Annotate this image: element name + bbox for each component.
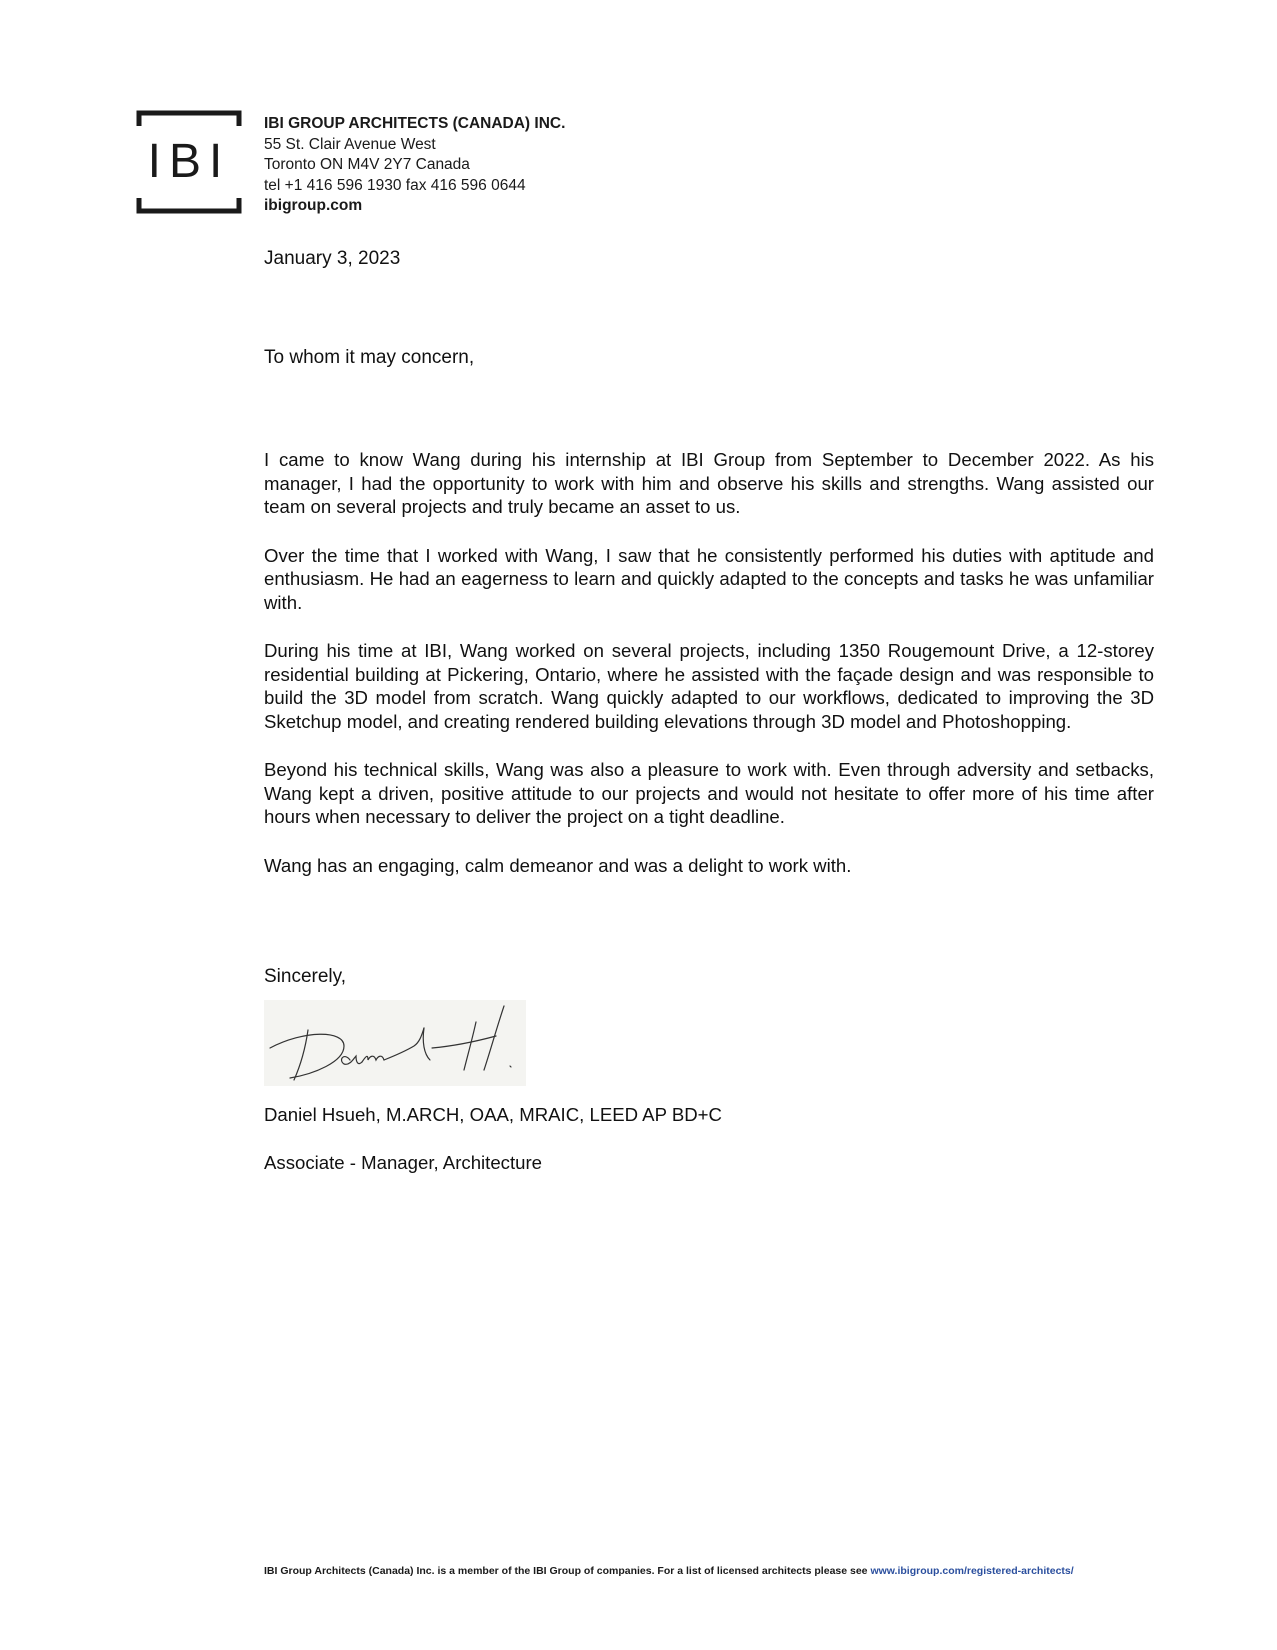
signer-name: Daniel Hsueh, M.ARCH, OAA, MRAIC, LEED AP BD+C bbox=[264, 1104, 722, 1125]
signature-icon bbox=[264, 1000, 526, 1086]
paragraph-2: Over the time that I worked with Wang, I saw that he consistently performed his duties with aptitude and enthusiasm. He had an eagerness to learn and quickly adapted to the concepts and tasks he was unfamiliar with. bbox=[264, 544, 1154, 613]
paragraph-3: During his time at IBI, Wang worked on several projects, including 1350 Rougemount Drive, a 12-storey residential building at Pickering, Ontario, where he assisted with the façade design and was responsible to build the 3D model from scratch. Wang quickly adapted to our workflows, dedicated to improving the 3D Sketchup model, and creating rendered building elevations through 3D model and Photoshopping. bbox=[264, 640, 1154, 732]
footer-link[interactable]: www.ibigroup.com/registered-architects/ bbox=[870, 1565, 1074, 1577]
letterhead bbox=[264, 114, 565, 217]
logo-text: IBI bbox=[147, 135, 231, 188]
letter-body bbox=[264, 448, 1154, 902]
phone-fax: tel +1 416 596 1930 fax 416 596 0644 bbox=[264, 176, 526, 194]
ibi-logo bbox=[136, 110, 242, 214]
salutation: To whom it may concern, bbox=[264, 347, 475, 368]
closing: Sincerely, bbox=[264, 966, 347, 987]
footer bbox=[264, 1565, 1074, 1577]
paragraph-1: I came to know Wang during his internship at IBI Group from September to December 2022. As his manager, I had the opportunity to work with him and observe his skills and strengths. Wang assisted our team on several projects and truly became an asset to us. bbox=[264, 449, 1154, 517]
paragraph-4: Beyond his technical skills, Wang was also a pleasure to work with. Even through adversity and setbacks, Wang kept a driven, positive attitude to our projects and would not hesitate to offer more of his time after hours when necessary to deliver the project on a tight deadline. bbox=[264, 759, 1154, 827]
signer-title: Associate - Manager, Architecture bbox=[264, 1152, 543, 1173]
company-name: IBI GROUP ARCHITECTS (CANADA) INC. bbox=[264, 115, 566, 132]
footer-text: IBI Group Architects (Canada) Inc. is a member of the IBI Group of companies. For a list of licensed architects please see bbox=[264, 1565, 871, 1577]
address-line-1: 55 St. Clair Avenue West bbox=[264, 135, 436, 153]
address-line-2: Toronto ON M4V 2Y7 Canada bbox=[264, 156, 470, 173]
signature-image bbox=[264, 1000, 526, 1086]
paragraph-5: Wang has an engaging, calm demeanor and was a delight to work with. bbox=[264, 854, 852, 876]
website: ibigroup.com bbox=[264, 197, 363, 214]
letter-date: January 3, 2023 bbox=[264, 248, 401, 269]
